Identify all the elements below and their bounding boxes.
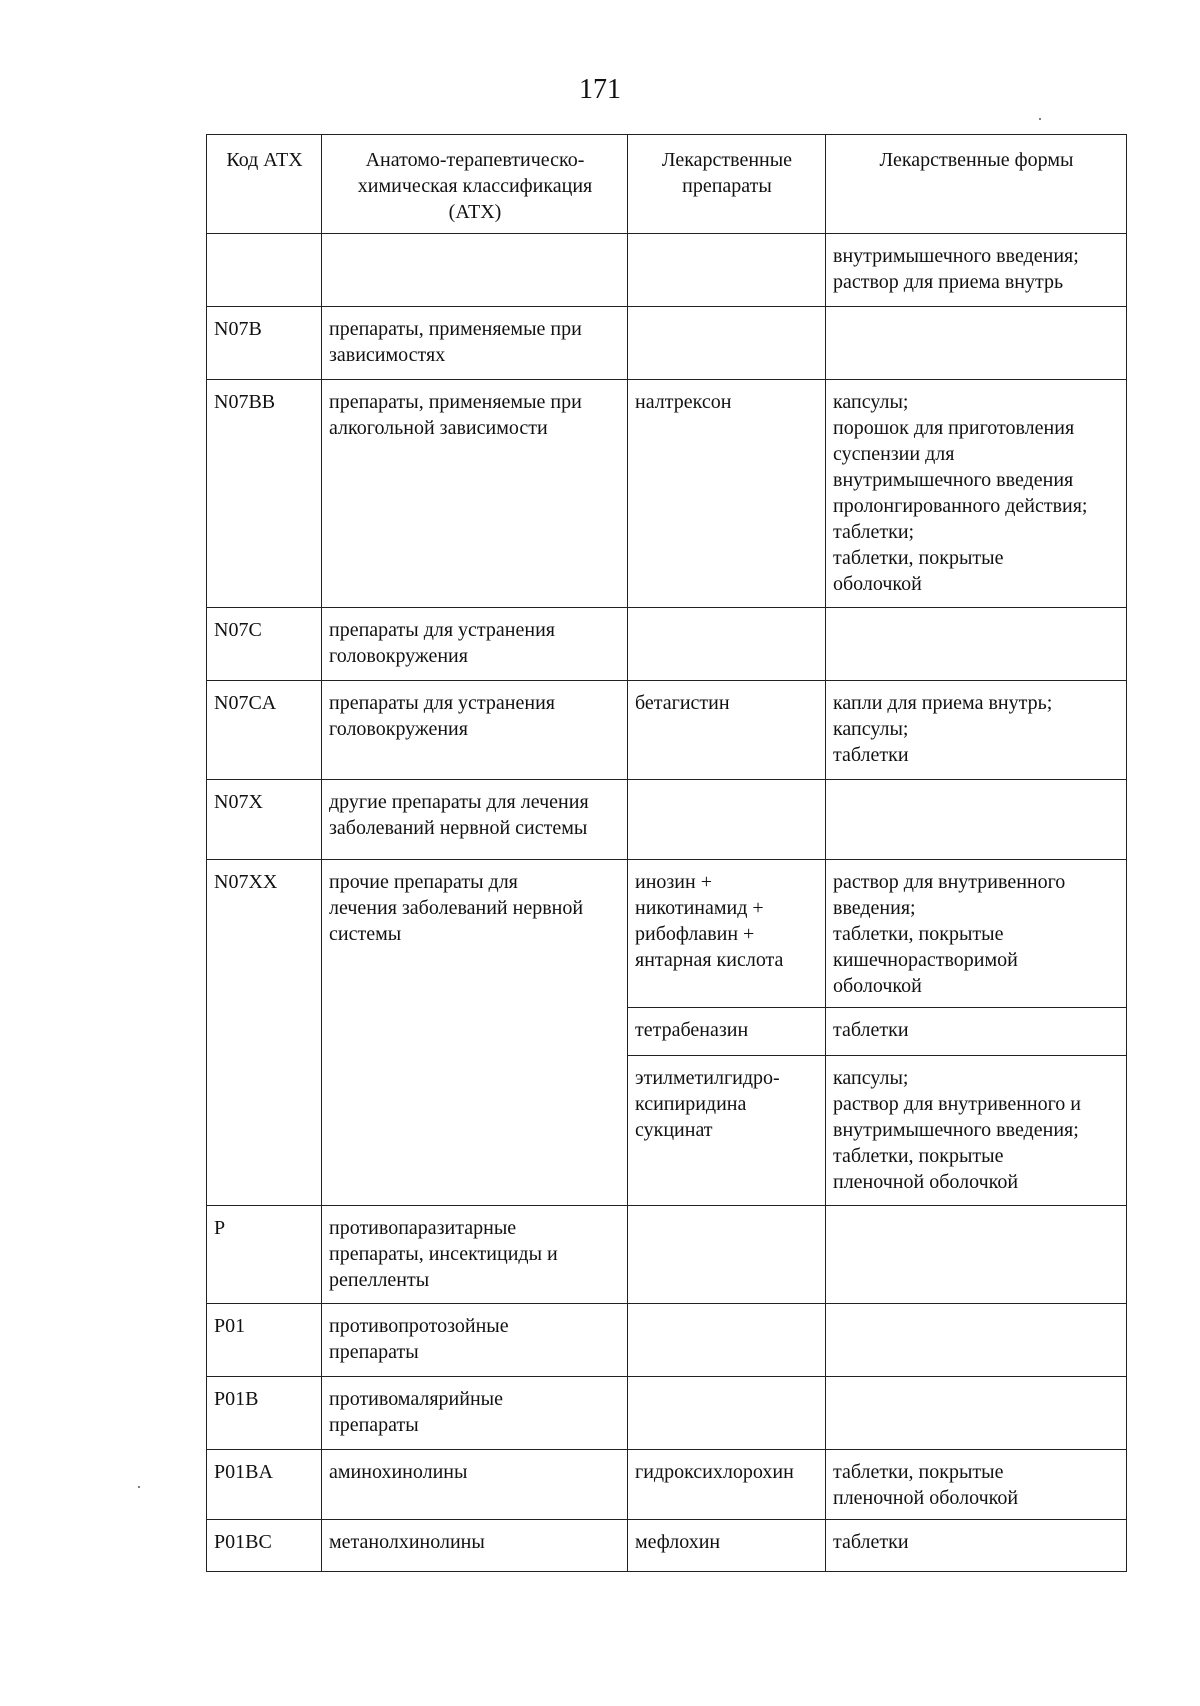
cell-forms: таблетки	[826, 1008, 1127, 1056]
table-row	[207, 608, 1127, 681]
cell-code: N07C	[207, 608, 322, 681]
scan-speck	[1039, 118, 1041, 120]
header-drugs: Лекарственные препараты	[628, 135, 826, 234]
cell-classification: другие препараты для лечения заболеваний нервной системы	[322, 780, 628, 860]
cell-drug	[628, 1304, 826, 1377]
table-row	[207, 1206, 1127, 1304]
cell-drug: бетагистин	[628, 681, 826, 780]
cell-drug: налтрексон	[628, 380, 826, 608]
cell-code: P01B	[207, 1377, 322, 1450]
table-row	[207, 1377, 1127, 1450]
cell-classification	[322, 234, 628, 307]
cell-classification: препараты, применяемые при зависимостях	[322, 307, 628, 380]
cell-forms	[826, 608, 1127, 681]
cell-forms	[826, 307, 1127, 380]
cell-forms	[826, 780, 1127, 860]
scan-speck	[138, 1486, 140, 1488]
cell-drug	[628, 608, 826, 681]
cell-classification: противопротозойные препараты	[322, 1304, 628, 1377]
cell-drug: тетрабеназин	[628, 1008, 826, 1056]
cell-forms	[826, 1377, 1127, 1450]
cell-forms: раствор для внутривенного введения; таблетки, покрытые кишечнорастворимой оболочкой	[826, 860, 1127, 1008]
cell-drug	[628, 1206, 826, 1304]
cell-classification: прочие препараты для лечения заболеваний нервной системы	[322, 860, 628, 1206]
atc-classification-table	[206, 134, 1127, 1572]
cell-forms: таблетки	[826, 1520, 1127, 1572]
table-row	[207, 860, 1127, 1008]
table-row	[207, 1450, 1127, 1520]
table-row	[207, 1520, 1127, 1572]
cell-code	[207, 234, 322, 307]
cell-drug: гидроксихлорохин	[628, 1450, 826, 1520]
cell-code: N07X	[207, 780, 322, 860]
cell-drug	[628, 234, 826, 307]
cell-code: N07B	[207, 307, 322, 380]
cell-forms: таблетки, покрытые пленочной оболочкой	[826, 1450, 1127, 1520]
cell-drug	[628, 780, 826, 860]
table-row	[207, 1304, 1127, 1377]
cell-code: P	[207, 1206, 322, 1304]
cell-classification: противопаразитарные препараты, инсектициды и репелленты	[322, 1206, 628, 1304]
table-row	[207, 780, 1127, 860]
cell-drug: мефлохин	[628, 1520, 826, 1572]
header-code: Код АТХ	[207, 135, 322, 234]
cell-code: P01BC	[207, 1520, 322, 1572]
cell-classification: препараты, применяемые при алкогольной зависимости	[322, 380, 628, 608]
table-header-row	[207, 135, 1127, 234]
table-row	[207, 380, 1127, 608]
cell-classification: противомалярийные препараты	[322, 1377, 628, 1450]
table-row	[207, 234, 1127, 307]
table-row	[207, 681, 1127, 780]
cell-drug	[628, 1377, 826, 1450]
cell-code: N07XX	[207, 860, 322, 1206]
table-row	[207, 307, 1127, 380]
cell-classification: метанолхинолины	[322, 1520, 628, 1572]
cell-classification: аминохинолины	[322, 1450, 628, 1520]
cell-forms: капсулы; порошок для приготовления суспензии для внутримышечного введения пролонгированного действия; таблетки; таблетки, покрытые оболочкой	[826, 380, 1127, 608]
cell-code: N07CA	[207, 681, 322, 780]
cell-drug	[628, 307, 826, 380]
cell-code: P01BA	[207, 1450, 322, 1520]
page-number: 171	[579, 74, 621, 105]
cell-forms	[826, 1206, 1127, 1304]
cell-code: P01	[207, 1304, 322, 1377]
header-classification: Анатомо-терапевтическо- химическая классификация (АТХ)	[322, 135, 628, 234]
cell-forms: внутримышечного введения; раствор для приема внутрь	[826, 234, 1127, 307]
cell-forms	[826, 1304, 1127, 1377]
cell-classification: препараты для устранения головокружения	[322, 681, 628, 780]
cell-classification: препараты для устранения головокружения	[322, 608, 628, 681]
cell-forms: капли для приема внутрь; капсулы; таблетки	[826, 681, 1127, 780]
cell-drug: этилметилгидро- ксипиридина сукцинат	[628, 1056, 826, 1206]
cell-forms: капсулы; раствор для внутривенного и внутримышечного введения; таблетки, покрытые пленочной оболочкой	[826, 1056, 1127, 1206]
cell-code: N07BB	[207, 380, 322, 608]
cell-drug: инозин + никотинамид + рибофлавин + янтарная кислота	[628, 860, 826, 1008]
header-forms: Лекарственные формы	[826, 135, 1127, 234]
